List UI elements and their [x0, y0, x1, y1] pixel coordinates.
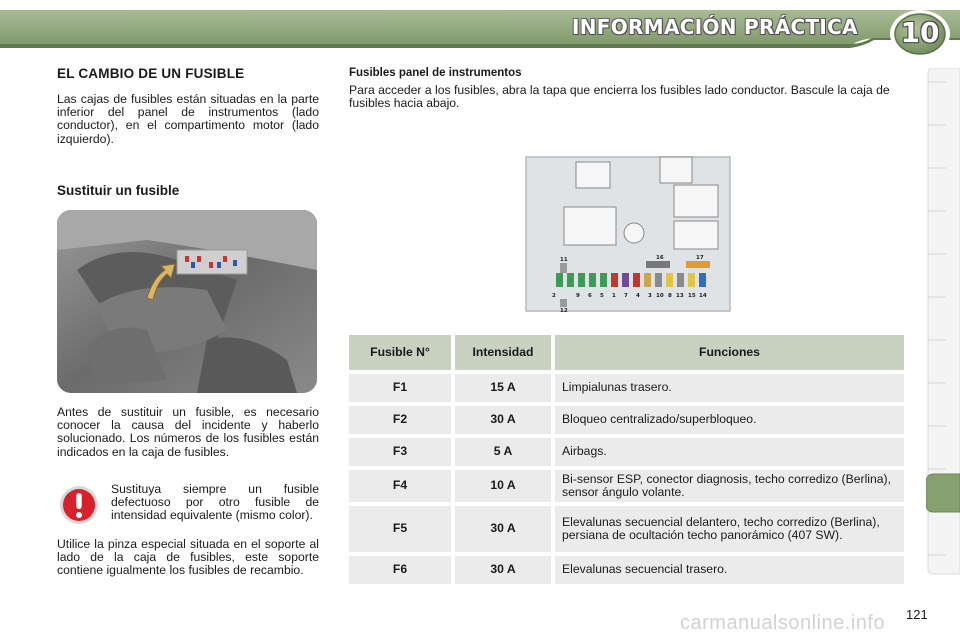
table-row	[349, 374, 904, 402]
fuse-label-8: 8	[668, 293, 672, 299]
header-banner	[0, 0, 960, 60]
fuse-label-1: 1	[612, 293, 616, 299]
function-cell: Elevalunas secuencial trasero.	[555, 556, 904, 584]
exclamation-icon	[59, 485, 99, 525]
table-row	[349, 406, 904, 434]
pliers-paragraph: Utilice la pinza especial situada en el soporte al lado de la caja de fusibles, este soporte contiene igualmente los fusibles de recambio.	[57, 537, 319, 578]
table-row	[349, 506, 904, 552]
table-row	[349, 438, 904, 466]
fuse-number-cell: F6	[349, 556, 451, 584]
fuse-number-cell: F4	[349, 470, 451, 502]
intensity-cell: 30 A	[455, 556, 551, 584]
page-number: 121	[906, 607, 928, 622]
fuse-box-diagram	[524, 155, 732, 315]
function-cell: Bloqueo centralizado/superbloqueo.	[555, 406, 904, 434]
fuse-label-12: 12	[560, 308, 568, 314]
intensity-cell: 15 A	[455, 374, 551, 402]
function-cell: Elevalunas secuencial delantero, techo corredizo (Berlina), persiana de ocultación techo panorámico (407 SW).	[555, 506, 904, 552]
photo-illustration	[57, 210, 317, 393]
function-cell: Bi-sensor ESP, conector diagnosis, techo corredizo (Berlina), sensor ángulo volante.	[555, 470, 904, 502]
fuse-number-cell: F5	[349, 506, 451, 552]
fuse-label-10: 10	[656, 293, 664, 299]
fuse-number-cell: F2	[349, 406, 451, 434]
intro-paragraph: Las cajas de fusibles están situadas en la parte inferior del panel de instrumentos (lado conductor), en el compartimento motor (lado izquierdo).	[57, 92, 319, 146]
fuse-box-photo	[57, 210, 317, 393]
fuse-label-2: 2	[552, 293, 556, 299]
fuse-label-7: 7	[624, 293, 628, 299]
intensity-cell: 10 A	[455, 470, 551, 502]
instrument-panel-fuses-title: Fusibles panel de instrumentos	[349, 67, 522, 79]
section-title: EL CAMBIO DE UN FUSIBLE	[57, 66, 245, 81]
table-row	[349, 556, 904, 584]
fuse-number-cell: F3	[349, 438, 451, 466]
warning-text: Sustituya siempre un fusible defectuoso por otro fusible de intensidad equivalente (mismo color).	[111, 482, 319, 523]
intensity-cell: 30 A	[455, 406, 551, 434]
header-functions: Funciones	[555, 335, 904, 370]
table-header-row	[349, 335, 904, 370]
table-row	[349, 470, 904, 502]
fuse-label-6: 6	[588, 293, 592, 299]
instrument-panel-fuses-text: Para acceder a los fusibles, abra la tapa que encierra los fusibles lado conductor. Bascule la caja de fusibles hacia abajo.	[349, 83, 890, 111]
fuse-label-4: 4	[636, 293, 640, 299]
fuse-label-13: 13	[676, 293, 684, 299]
header-intensity: Intensidad	[455, 335, 551, 370]
chapter-badge: 10	[900, 16, 940, 49]
fuse-number-cell: F1	[349, 374, 451, 402]
fuse-label-17: 17	[696, 255, 704, 261]
header-fuse-number: Fusible N°	[349, 335, 451, 370]
fuse-label-9: 9	[576, 293, 580, 299]
fuse-label-3: 3	[648, 293, 652, 299]
page-title: INFORMACIÓN PRÁCTICA	[572, 15, 858, 39]
function-cell: Airbags.	[555, 438, 904, 466]
fuse-label-5: 5	[600, 293, 604, 299]
before-paragraph: Antes de sustituir un fusible, es necesario conocer la causa del incidente y haberlo solucionado. Los números de los fusibles están indicados en la caja de fusibles.	[57, 405, 319, 459]
fuse-label-14: 14	[699, 293, 707, 299]
watermark: carmanualsonline.info	[680, 612, 886, 634]
subsection-title: Sustituir un fusible	[57, 183, 180, 198]
fuse-label-11: 11	[560, 257, 568, 263]
side-tab-strip	[926, 68, 960, 576]
intensity-cell: 5 A	[455, 438, 551, 466]
fuse-table	[349, 335, 904, 588]
fuse-label-16: 16	[656, 255, 664, 261]
intensity-cell: 30 A	[455, 506, 551, 552]
function-cell: Limpialunas trasero.	[555, 374, 904, 402]
fuse-label-15: 15	[688, 293, 696, 299]
chapter-side-tabs	[926, 68, 960, 576]
